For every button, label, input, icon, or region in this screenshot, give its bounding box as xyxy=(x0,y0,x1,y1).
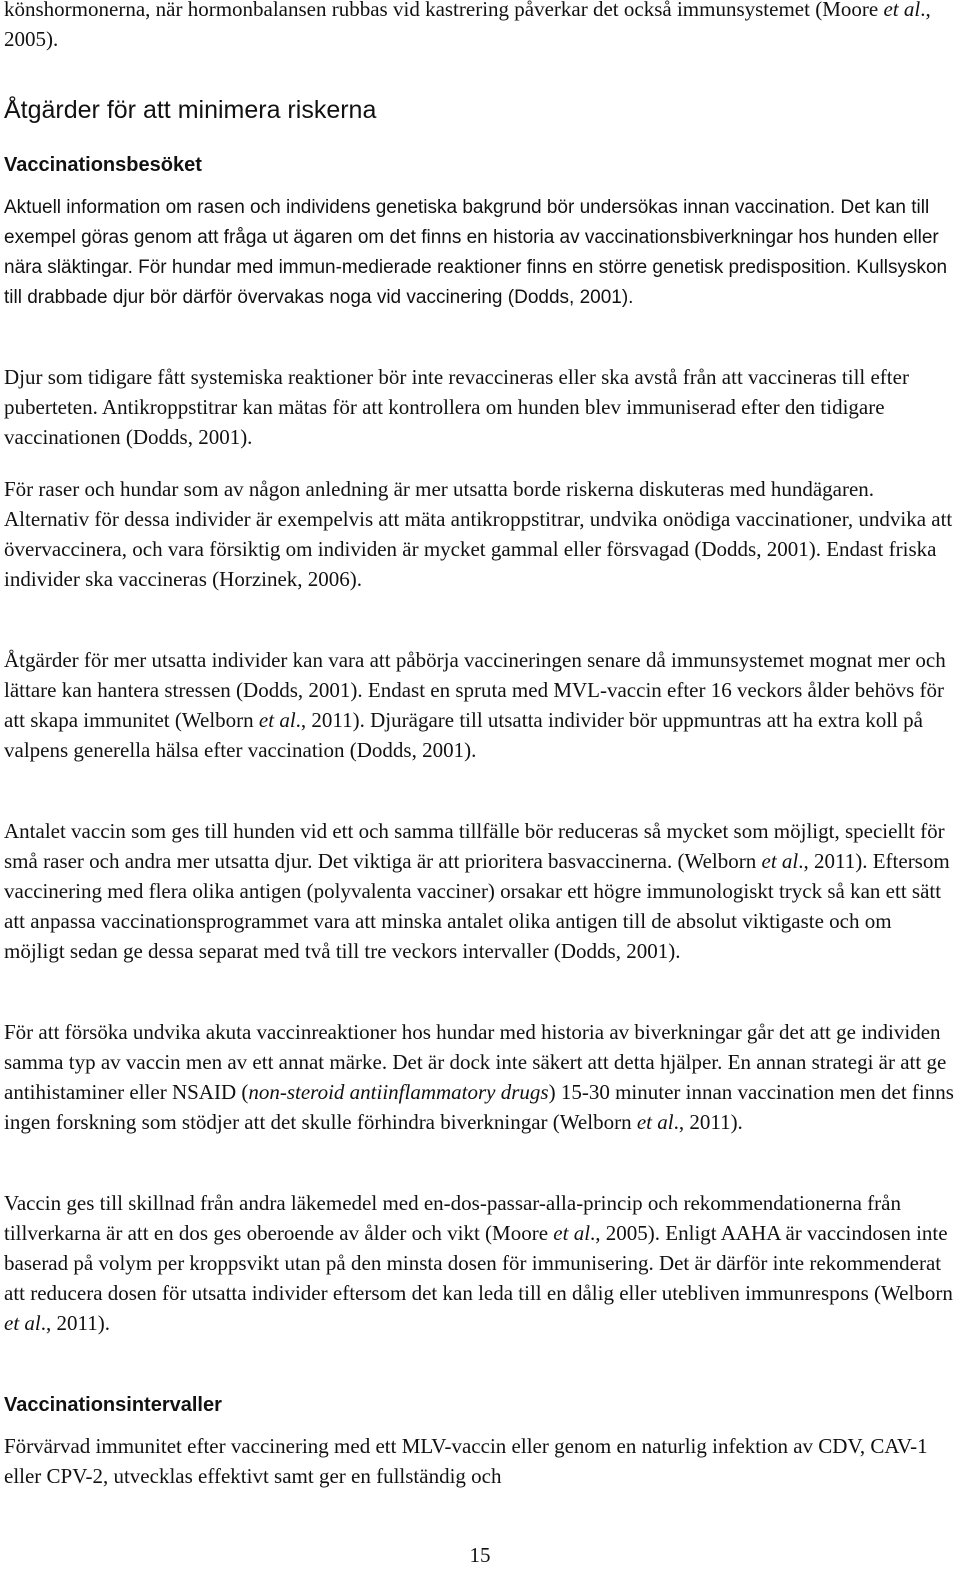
paragraph-5 xyxy=(4,816,954,966)
text-run: ) 15-30 minuter innan vaccination men det finns ingen forskning som stödjer att det skulle förhindra biverkningar (Welborn xyxy=(4,1080,954,1134)
text-run: ., 2011). xyxy=(673,1110,743,1134)
paragraph-8 xyxy=(4,1431,954,1491)
text-run: Åtgärder för mer utsatta individer kan vara att påbörja vaccineringen senare då immunsystemet mognat mer och lättare kan hantera stressen (Dodds, 2001). Endast en spruta med MVL-vaccin efter 16 veckors ålder behövs för att skapa immunitet (Welborn xyxy=(4,648,946,732)
paragraph-4 xyxy=(4,645,954,765)
page-number: 15 xyxy=(469,1543,491,1567)
text-run: Djur som tidigare fått systemiska reaktioner bör inte revaccineras eller ska avstå från att vaccineras till efter puberteten. Antikroppstitrar kan mätas för att kontrollera om hunden blev immuniserad efter den tidigare vaccinationen (Dodds, 2001). xyxy=(4,365,909,449)
italic-run: et al xyxy=(4,1311,41,1335)
paragraph-3 xyxy=(4,474,954,594)
paragraph-2 xyxy=(4,362,954,452)
text-run: Vaccin ges till skillnad från andra läkemedel med en-dos-passar-alla-princip och rekommendationerna från tillverkarna är att en dos ges oberoende av ålder och vikt (Moore xyxy=(4,1191,901,1245)
section-heading: Åtgärder för att minimera riskerna xyxy=(4,96,377,124)
text-run: Aktuell information om rasen och individens genetiska bakgrund bör undersökas innan vaccination. Det kan till exempel göras genom att fråga ut ägaren om det finns en historia av vaccinationsbiverkningar hos hunden eller nära släktingar. För hundar med immun-medierade reaktioner finns en större genetisk predisposition. Kullsyskon till drabbade djur bör därför övervakas noga vid vaccinering (Dodds, 2001). xyxy=(4,197,948,308)
paragraph-1 xyxy=(4,193,954,313)
subsection-heading-vaccinationsbesoket: Vaccinationsbesöket xyxy=(4,154,202,176)
text-run: ., 2011). Djurägare till utsatta individer bör uppmuntras att ha extra koll på valpens generella hälsa efter vaccination (Dodds, 2001). xyxy=(4,708,923,762)
italic-run: non-steroid antiinflammatory drugs xyxy=(248,1080,549,1104)
paragraph-intro-continuation xyxy=(4,0,954,54)
paragraph-7 xyxy=(4,1188,954,1338)
text-run: Antalet vaccin som ges till hunden vid ett och samma tillfälle bör reduceras så mycket som möjligt, speciellt för små raser och andra mer utsatta djur. Det viktiga är att prioritera basvaccinerna. (Welborn xyxy=(4,819,945,873)
text-run: För att försöka undvika akuta vaccinreaktioner hos hundar med historia av biverkningar går det att ge individen samma typ av vaccin men av ett annat märke. Det är dock inte säkert att detta hjälper. En annan strategi är att ge antihistaminer eller NSAID ( xyxy=(4,1020,947,1104)
text-run: ., 2005). Enligt AAHA är vaccindosen inte baserad på volym per kroppsvikt utan på den minsta dosen för immunisering. Det är därför inte rekommenderat att reducera dosen för utsatta individer eftersom det kan leda till en dålig eller utebliven immunrespons (Welborn xyxy=(4,1221,953,1305)
text-run: ., 2005). xyxy=(4,0,931,51)
text-run: ., 2011). Eftersom vaccinering med flera olika antigen (polyvalenta vacciner) orsakar ett högre immunologiskt tryck så kan ett sätt att anpassa vaccinationsprogrammet vara att minska antalet olika antigen till de absolut viktigaste och om möjligt sedan ge dessa separat med två till tre veckors intervaller (Dodds, 2001). xyxy=(4,849,950,963)
text-run: Förvärvad immunitet efter vaccinering med ett MLV-vaccin eller genom en naturlig infektion av CDV, CAV-1 eller CPV-2, utvecklas effektivt samt ger en fullständig och xyxy=(4,1434,928,1488)
italic-run: et al xyxy=(636,1110,674,1134)
italic-run: et al xyxy=(258,708,296,732)
text-run: ., 2011). xyxy=(40,1311,110,1335)
subsection-heading-vaccinationsintervaller: Vaccinationsintervaller xyxy=(4,1394,222,1416)
paragraph-6 xyxy=(4,1017,954,1137)
italic-run: et al xyxy=(761,849,799,873)
text-run: könshormonerna, när hormonbalansen rubbas vid kastrering påverkar det också immunsystemet (Moore xyxy=(4,0,884,21)
italic-run: et al xyxy=(553,1221,591,1245)
text-run: För raser och hundar som av någon anledning är mer utsatta borde riskerna diskuteras med hundägaren. Alternativ för dessa individer är exempelvis att mäta antikroppstitrar, undvika onödiga vaccinationer, undvika att övervaccinera, och vara försiktig om individen är mycket gammal eller försvagad (Dodds, 2001). Endast friska individer ska vaccineras (Horzinek, 2006). xyxy=(4,477,953,591)
italic-run: et al xyxy=(883,0,921,21)
